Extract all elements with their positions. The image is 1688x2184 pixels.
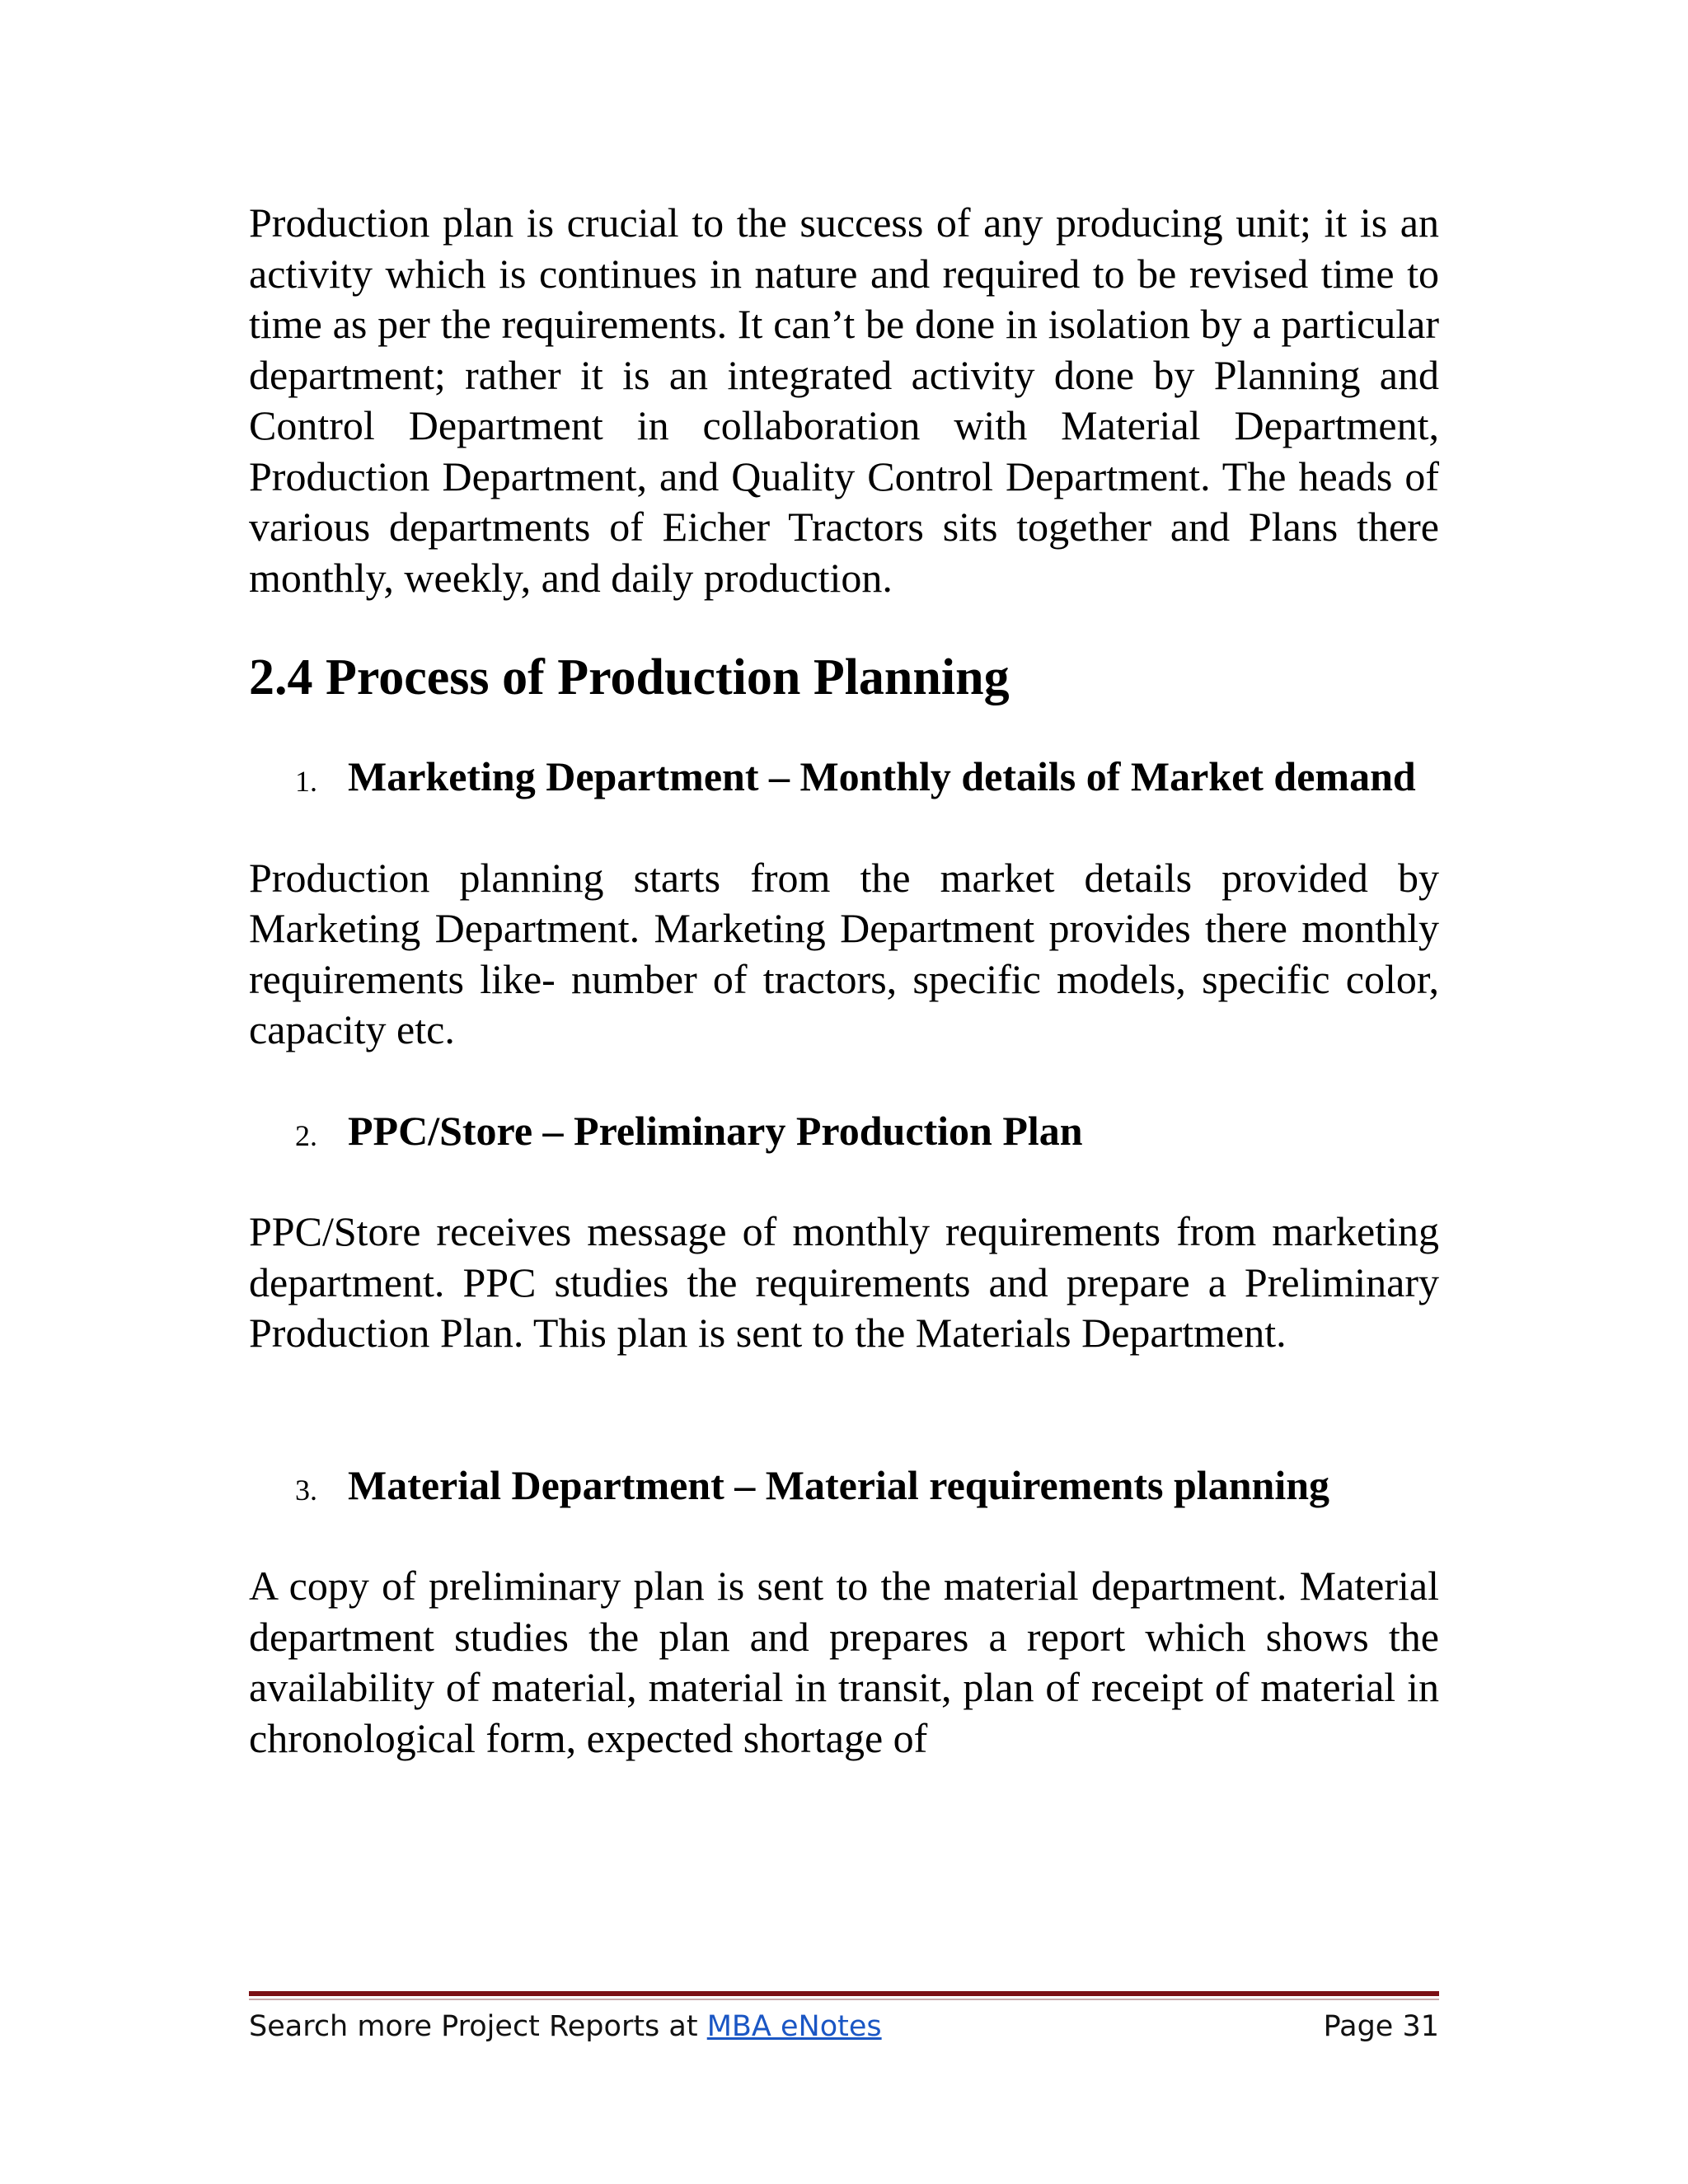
step-body: A copy of preliminary plan is sent to the material department. Material department studies the plan and prepares a report which shows the availability of material, material in transit, plan of receipt of material in chronological form, expected shortage of — [249, 1563, 1439, 1761]
mba-enotes-link[interactable]: MBA eNotes — [706, 2010, 882, 2043]
step-title: Marketing Department – Monthly details of Market demand — [348, 753, 1416, 799]
footer-divider-thin — [249, 1999, 1439, 2000]
step-number: 2. — [295, 1118, 317, 1152]
intro-paragraph: Production plan is crucial to the success of any producing unit; it is an activity which is continues in nature and required to be revised time to time as per the requirements. It can’t be done in isolation by a particular department; rather it is an integrated activity done by Planning and Control Department in collaboration with Material Department, Production Department, and Quality Control Department. The heads of various departments of Eicher Tractors sits together and Plans there monthly, weekly, and daily production. — [249, 199, 1439, 601]
step-title: PPC/Store – Preliminary Production Plan — [348, 1107, 1083, 1154]
step-number: 3. — [295, 1473, 317, 1507]
step-item-1 — [249, 752, 1439, 803]
page-number: Page 31 — [1323, 2010, 1439, 2043]
footer-text — [249, 2006, 882, 2047]
step-body: PPC/Store receives message of monthly requirements from marketing department. PPC studies the requirements and prepare a Preliminary Production Plan. This plan is sent to the Materials Department. — [249, 1208, 1439, 1356]
step-item-2 — [249, 1106, 1439, 1157]
step-title: Material Department – Material requirements planning — [348, 1461, 1330, 1508]
section-heading: 2.4 Process of Production Planning — [249, 649, 1010, 705]
step-number: 1. — [295, 765, 317, 798]
page-footer — [249, 2006, 1439, 2047]
step-item-3 — [249, 1460, 1439, 1511]
step-body: Production planning starts from the market details provided by Marketing Department. Marketing Department provides there monthly requirements like- number of tractors, specific models, specific color, capacity etc. — [249, 854, 1439, 1052]
document-page — [249, 198, 1439, 1764]
footer-divider — [249, 1991, 1439, 1996]
footer-prefix: Search more Project Reports at — [249, 2010, 707, 2043]
